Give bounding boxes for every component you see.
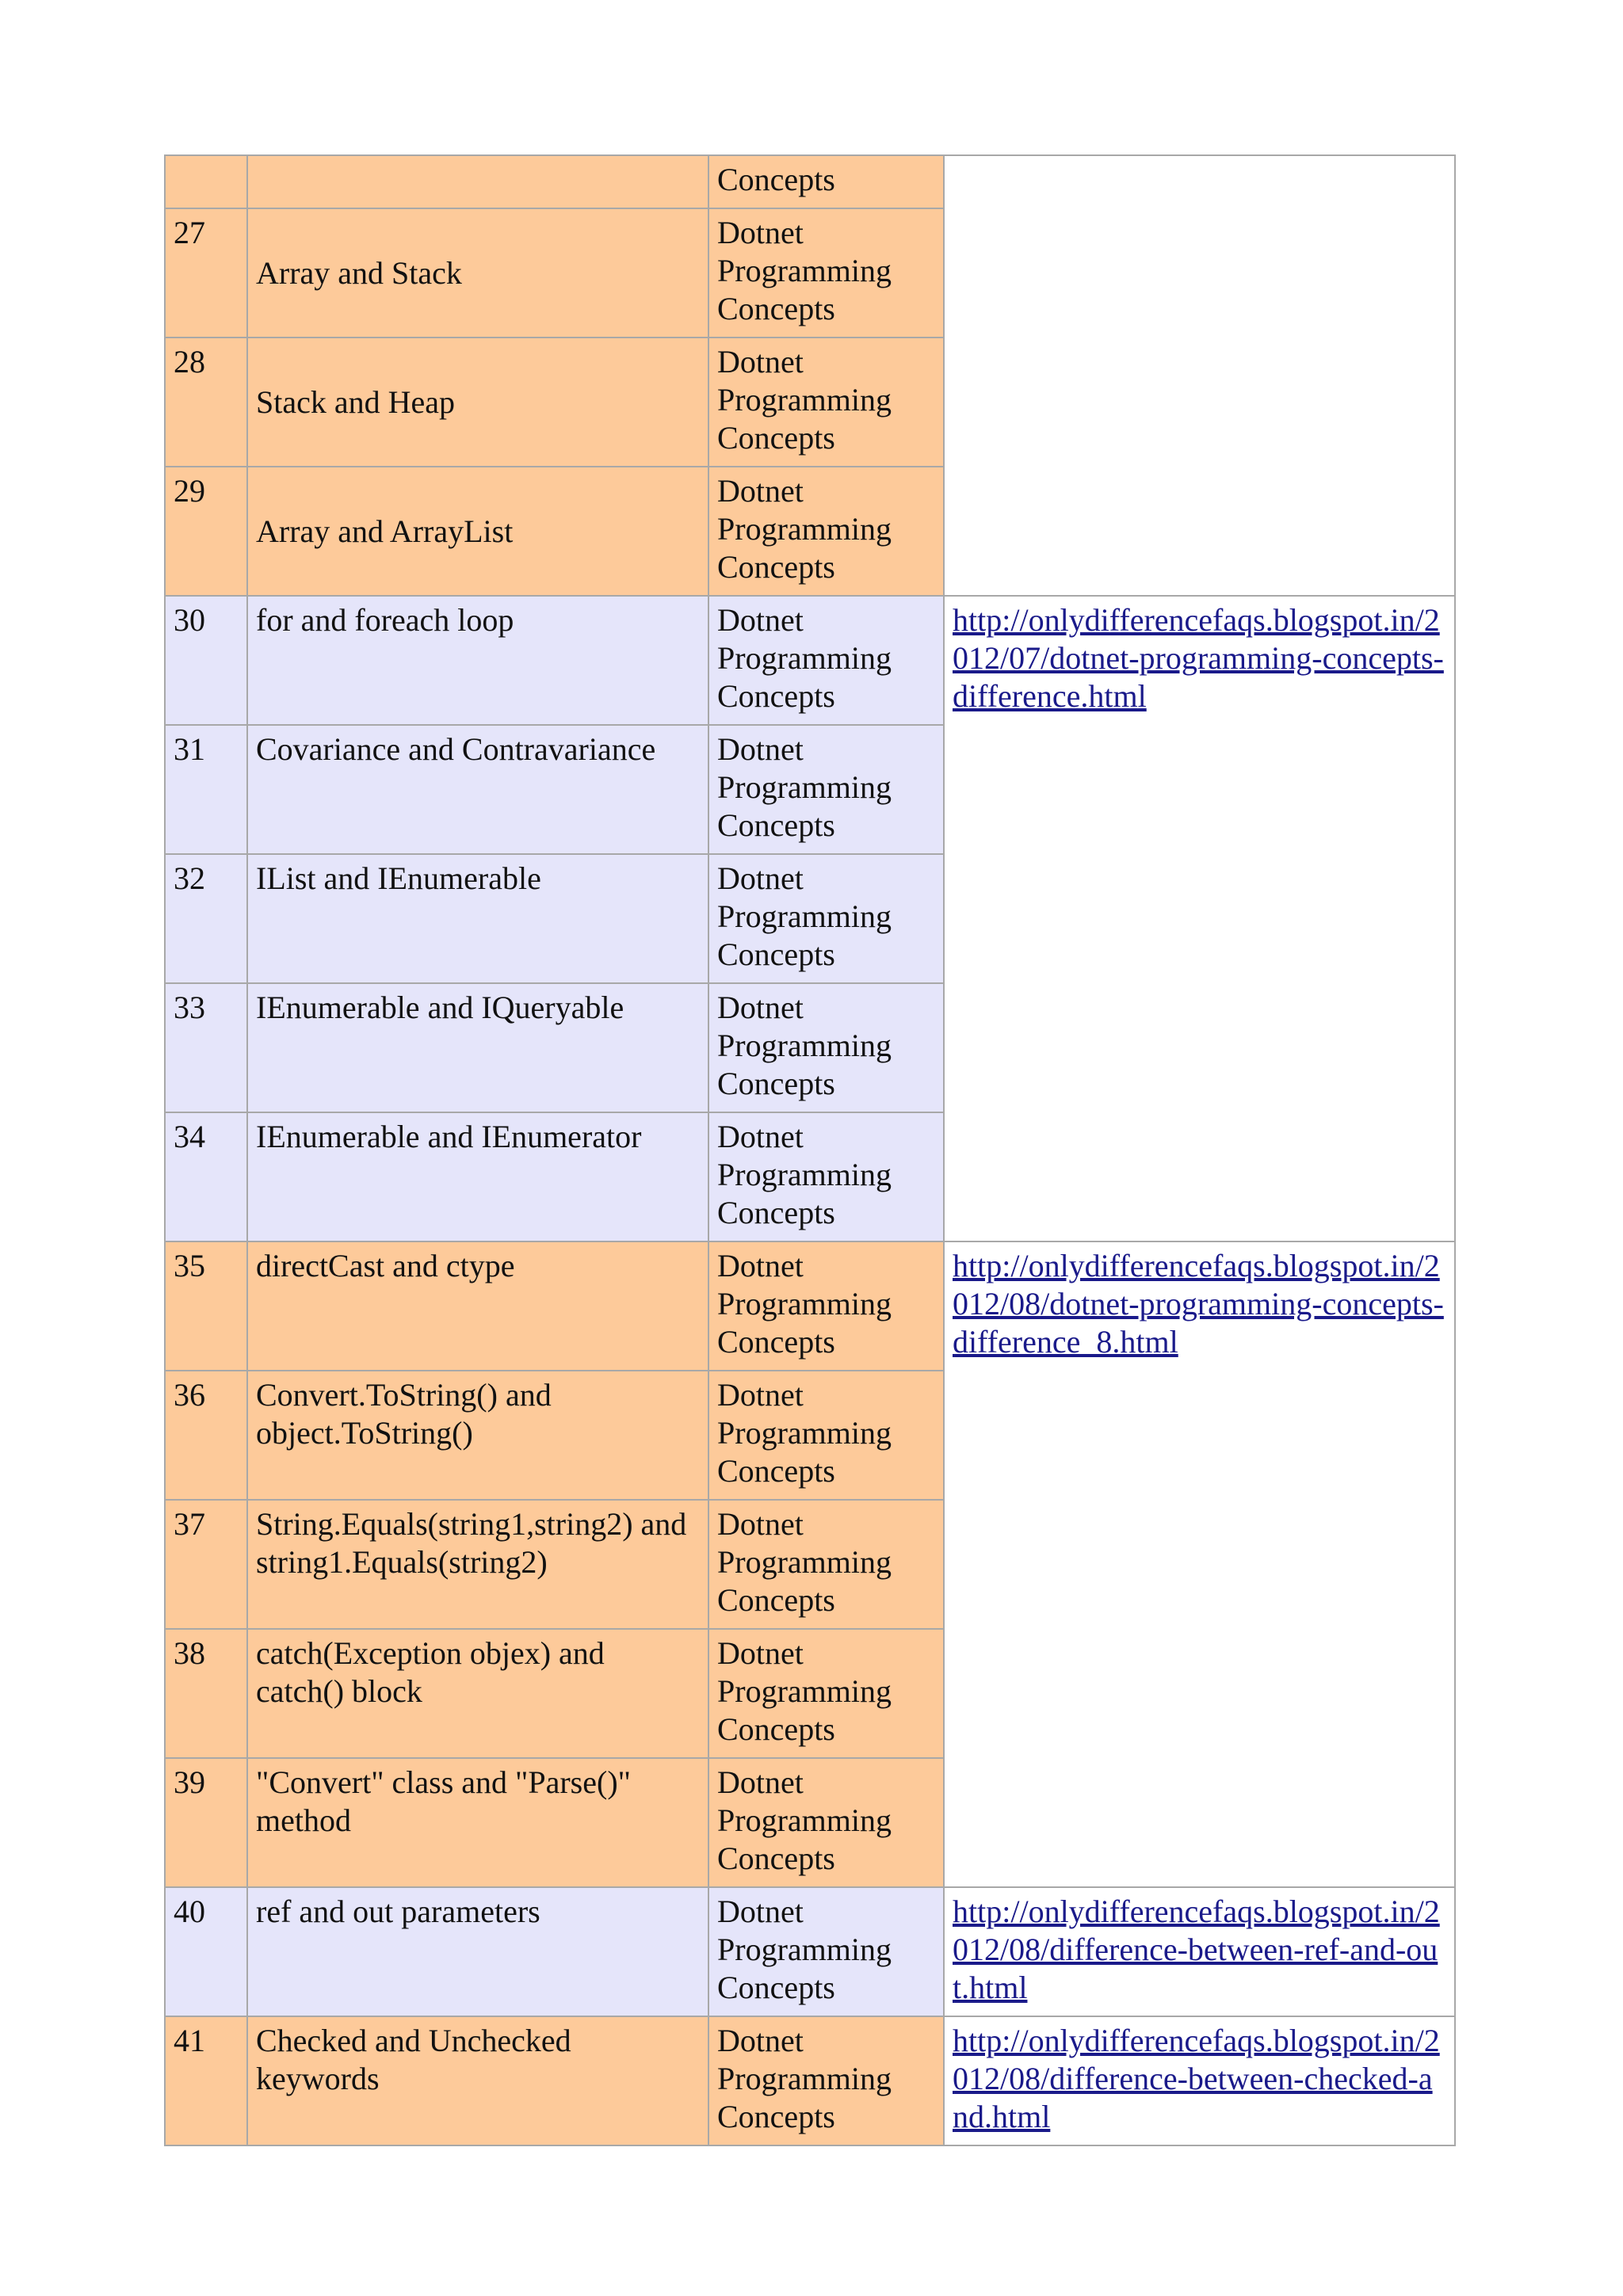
category-line: Dotnet	[717, 990, 804, 1025]
category-line: Dotnet	[717, 1506, 804, 1542]
row-number-cell: 37	[165, 1500, 247, 1629]
category-line: Programming	[717, 769, 892, 805]
topic-cell: ref and out parameters	[247, 1887, 708, 2016]
category-line: Programming	[717, 1157, 892, 1192]
row-number-cell: 34	[165, 1112, 247, 1241]
topic-cell: IList and IEnumerable	[247, 854, 708, 983]
topic-cell: IEnumerable and IQueryable	[247, 983, 708, 1112]
category-line: Dotnet	[717, 1764, 804, 1800]
row-number-cell: 36	[165, 1371, 247, 1500]
faq-table	[164, 154, 1456, 2146]
table-row	[165, 1887, 1455, 2016]
topic-cell: Stack and Heap	[247, 338, 708, 467]
table-row	[165, 2016, 1455, 2145]
category-line: Programming	[717, 1286, 892, 1322]
category-line: Programming	[717, 1673, 892, 1709]
topic-cell: "Convert" class and "Parse()" method	[247, 1758, 708, 1887]
category-line: Concepts	[717, 1066, 835, 1101]
category-cell	[708, 338, 944, 467]
topic-cell: directCast and ctype	[247, 1241, 708, 1371]
category-line: Dotnet	[717, 1119, 804, 1154]
category-line: Dotnet	[717, 2023, 804, 2058]
category-line: Programming	[717, 2061, 892, 2096]
topic-cell: IEnumerable and IEnumerator	[247, 1112, 708, 1241]
category-line: Programming	[717, 1028, 892, 1063]
category-line: Dotnet	[717, 1635, 804, 1671]
topic-cell: Array and ArrayList	[247, 467, 708, 596]
category-cell	[708, 1500, 944, 1629]
category-cell	[708, 467, 944, 596]
row-number-cell: 38	[165, 1629, 247, 1758]
category-line: Concepts	[717, 1711, 835, 1747]
row-number-cell	[165, 155, 247, 208]
category-cell	[708, 725, 944, 854]
category-line: Programming	[717, 640, 892, 676]
category-line: Dotnet	[717, 215, 804, 250]
category-cell	[708, 1241, 944, 1371]
row-number-cell: 28	[165, 338, 247, 467]
table-row	[165, 1241, 1455, 1371]
category-line: Concepts	[717, 549, 835, 585]
category-line: Programming	[717, 511, 892, 547]
category-line: Programming	[717, 382, 892, 418]
table-row	[165, 596, 1455, 725]
row-number-cell: 35	[165, 1241, 247, 1371]
link-cell-empty	[944, 155, 1455, 596]
category-line: Dotnet	[717, 473, 804, 509]
category-line: Programming	[717, 898, 892, 934]
reference-link[interactable]: http://onlydifferencefaqs.blogspot.in/2012/07/dotnet-programming-concepts-difference.html	[953, 602, 1444, 714]
category-line: Dotnet	[717, 1248, 804, 1283]
category-line: Concepts	[717, 936, 835, 972]
link-cell	[944, 1241, 1455, 1887]
topic-cell: Covariance and Contravariance	[247, 725, 708, 854]
category-line: Concepts	[717, 807, 835, 843]
row-number-cell: 29	[165, 467, 247, 596]
topic-cell: catch(Exception objex) and catch() block	[247, 1629, 708, 1758]
topic-cell: for and foreach loop	[247, 596, 708, 725]
category-line: Concepts	[717, 1195, 835, 1230]
row-number-cell: 27	[165, 208, 247, 338]
category-line: Concepts	[717, 1453, 835, 1489]
category-line: Concepts	[717, 678, 835, 714]
row-number-cell: 31	[165, 725, 247, 854]
link-cell	[944, 596, 1455, 1241]
row-number-cell: 41	[165, 2016, 247, 2145]
category-line: Dotnet	[717, 1894, 804, 1929]
category-line: Concepts	[717, 420, 835, 456]
category-line: Concepts	[717, 1840, 835, 1876]
category-cell	[708, 1629, 944, 1758]
row-number-cell: 33	[165, 983, 247, 1112]
row-number-cell: 39	[165, 1758, 247, 1887]
category-cell	[708, 1887, 944, 2016]
category-cell	[708, 2016, 944, 2145]
category-cell	[708, 1112, 944, 1241]
category-line: Programming	[717, 1544, 892, 1580]
category-line: Dotnet	[717, 1377, 804, 1413]
category-line: Dotnet	[717, 860, 804, 896]
reference-link[interactable]: http://onlydifferencefaqs.blogspot.in/2012/08/difference-between-checked-and.html	[953, 2023, 1440, 2134]
category-line: Concepts	[717, 162, 835, 197]
topic-cell: String.Equals(string1,string2) and string1.Equals(string2)	[247, 1500, 708, 1629]
category-line: Programming	[717, 253, 892, 288]
topic-cell: Checked and Unchecked keywords	[247, 2016, 708, 2145]
row-number-cell: 32	[165, 854, 247, 983]
topic-cell: Convert.ToString() and object.ToString()	[247, 1371, 708, 1500]
category-cell	[708, 1758, 944, 1887]
table-row	[165, 155, 1455, 208]
row-number-cell: 30	[165, 596, 247, 725]
category-line: Concepts	[717, 1970, 835, 2005]
category-line: Programming	[717, 1802, 892, 1838]
category-line: Dotnet	[717, 602, 804, 638]
reference-link[interactable]: http://onlydifferencefaqs.blogspot.in/2012/08/difference-between-ref-and-out.html	[953, 1894, 1440, 2005]
row-number-cell: 40	[165, 1887, 247, 2016]
link-cell	[944, 2016, 1455, 2145]
topic-cell	[247, 155, 708, 208]
category-cell	[708, 155, 944, 208]
category-line: Programming	[717, 1932, 892, 1967]
reference-link[interactable]: http://onlydifferencefaqs.blogspot.in/2012/08/dotnet-programming-concepts-difference_8.html	[953, 1248, 1444, 1360]
link-cell	[944, 1887, 1455, 2016]
category-cell	[708, 596, 944, 725]
category-cell	[708, 208, 944, 338]
category-line: Concepts	[717, 1582, 835, 1618]
category-line: Concepts	[717, 2099, 835, 2134]
category-line: Concepts	[717, 291, 835, 326]
category-line: Dotnet	[717, 731, 804, 767]
category-cell	[708, 983, 944, 1112]
category-cell	[708, 854, 944, 983]
category-line: Concepts	[717, 1324, 835, 1360]
topic-cell: Array and Stack	[247, 208, 708, 338]
category-line: Programming	[717, 1415, 892, 1451]
category-cell	[708, 1371, 944, 1500]
category-line: Dotnet	[717, 344, 804, 379]
